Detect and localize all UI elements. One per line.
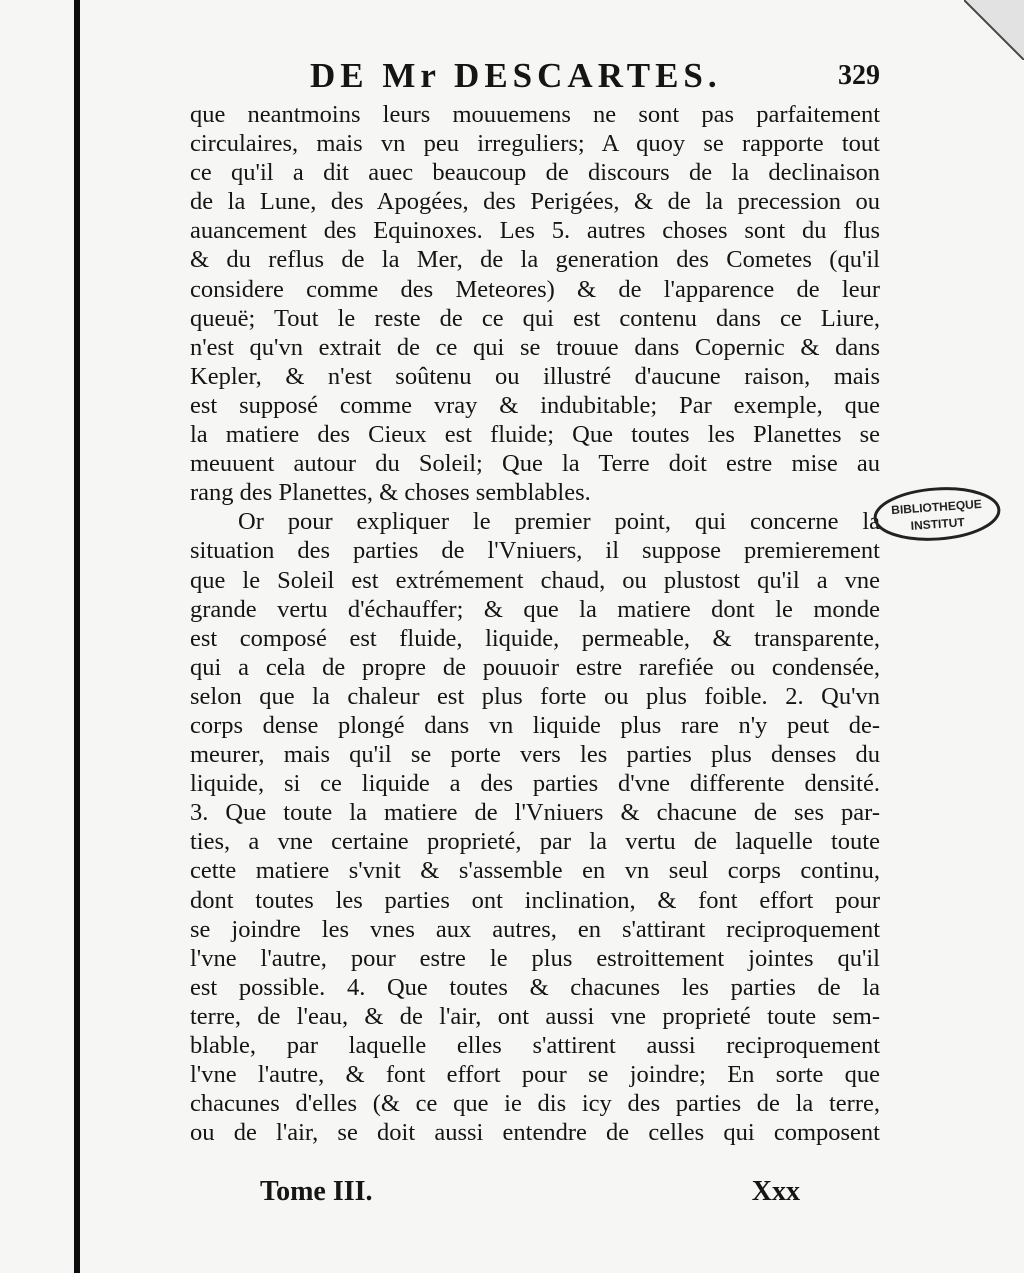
running-head (190, 56, 890, 100)
page-number: 329 (838, 60, 880, 91)
stamp-line-1: BIBLIOTHEQUE (890, 496, 983, 518)
text-line: Kepler, & n'est soûtenu ou illustré d'aucune raison, mais (190, 362, 880, 390)
text-line: est composé est fluide, liquide, permeable, & transparente, (190, 624, 880, 652)
text-line: grande vertu d'échauffer; & que la matiere dont le monde (190, 595, 880, 623)
paragraph-start-line: Or pour expliquer le premier point, qui concerne la (238, 508, 880, 536)
text-line: se joindre les vnes aux autres, en s'attirant reciproquement (190, 915, 880, 943)
text-line: auancement des Equinoxes. Les 5. autres choses sont du flus (190, 217, 880, 245)
text-line: circulaires, mais vn peu irreguliers; A quoy se rapporte tout (190, 130, 880, 158)
page-left-edge (74, 0, 80, 1273)
signature-mark: Xxx (751, 1176, 800, 1207)
text-line: liquide, si ce liquide a des parties d'vne differente densité. (190, 770, 880, 798)
text-line: ou de l'air, se doit aussi entendre de celles qui composent (190, 1119, 880, 1147)
text-line: l'vne l'autre, & font effort pour se joindre; En sorte que (190, 1061, 880, 1089)
text-line: considere comme des Meteores) & de l'apparence de leur (190, 275, 880, 303)
text-line: cette matiere s'vnit & s'assemble en vn seul corps continu, (190, 857, 880, 885)
text-line: dont toutes les parties ont inclination, & font effort pour (190, 886, 880, 914)
text-line: n'est qu'vn extrait de ce qui se trouue dans Copernic & dans (190, 333, 880, 361)
text-line: meuuent autour du Soleil; Que la Terre doit estre mise au (190, 450, 880, 478)
text-line: est supposé comme vray & indubitable; Par exemple, que (190, 391, 880, 419)
text-line: terre, de l'eau, & de l'air, ont aussi vne proprieté toute sem- (190, 1002, 880, 1030)
paragraph-end-line: rang des Planettes, & choses semblables. (190, 479, 591, 507)
library-stamp (870, 482, 1004, 547)
text-line: est possible. 4. Que toutes & chacunes les parties de la (190, 973, 880, 1001)
body-text (190, 100, 880, 1147)
text-line: 3. Que toute la matiere de l'Vniuers & chacune de ses par- (190, 799, 880, 827)
running-title: DE Mr DESCARTES. (310, 56, 722, 95)
stamp-line-2: INSTITUT (910, 515, 966, 533)
text-line: selon que la chaleur est plus forte ou plus foible. 2. Qu'vn (190, 682, 880, 710)
text-line: blable, par laquelle elles s'attirent aussi reciproquement (190, 1032, 880, 1059)
corner-fold-shadow (964, 0, 1024, 60)
text-line: l'vne l'autre, pour estre le plus estroittement jointes qu'il (190, 944, 880, 972)
text-line: chacunes d'elles (& ce que ie dis icy des parties de la terre, (190, 1090, 880, 1118)
text-line: ce qu'il a dit auec beaucoup de discours de la declinaison (190, 159, 880, 187)
text-line: ties, a vne certaine proprieté, par la vertu de laquelle toute (190, 828, 880, 856)
text-line: queuë; Tout le reste de ce qui est contenu dans ce Liure, (190, 304, 880, 332)
text-line: la matiere des Cieux est fluide; Que toutes les Planettes se (190, 421, 880, 449)
text-line: meurer, mais qu'il se porte vers les parties plus denses du (190, 741, 880, 769)
text-line: que neantmoins leurs mouuemens ne sont pas parfaitement (190, 101, 880, 128)
text-line: & du reflus de la Mer, de la generation des Cometes (qu'il (190, 246, 880, 274)
text-line: situation des parties de l'Vniuers, il suppose premierement (190, 537, 880, 565)
text-line: corps dense plongé dans vn liquide plus rare n'y peut de- (190, 711, 880, 739)
text-line: que le Soleil est extrémement chaud, ou plustost qu'il a vne (190, 566, 880, 594)
text-line: de la Lune, des Apogées, des Perigées, & de la precession ou (190, 188, 880, 216)
page-footer (260, 1176, 820, 1212)
volume-label: Tome III. (260, 1176, 373, 1207)
text-line: qui a cela de propre de pouuoir estre rarefiée ou condensée, (190, 653, 880, 681)
